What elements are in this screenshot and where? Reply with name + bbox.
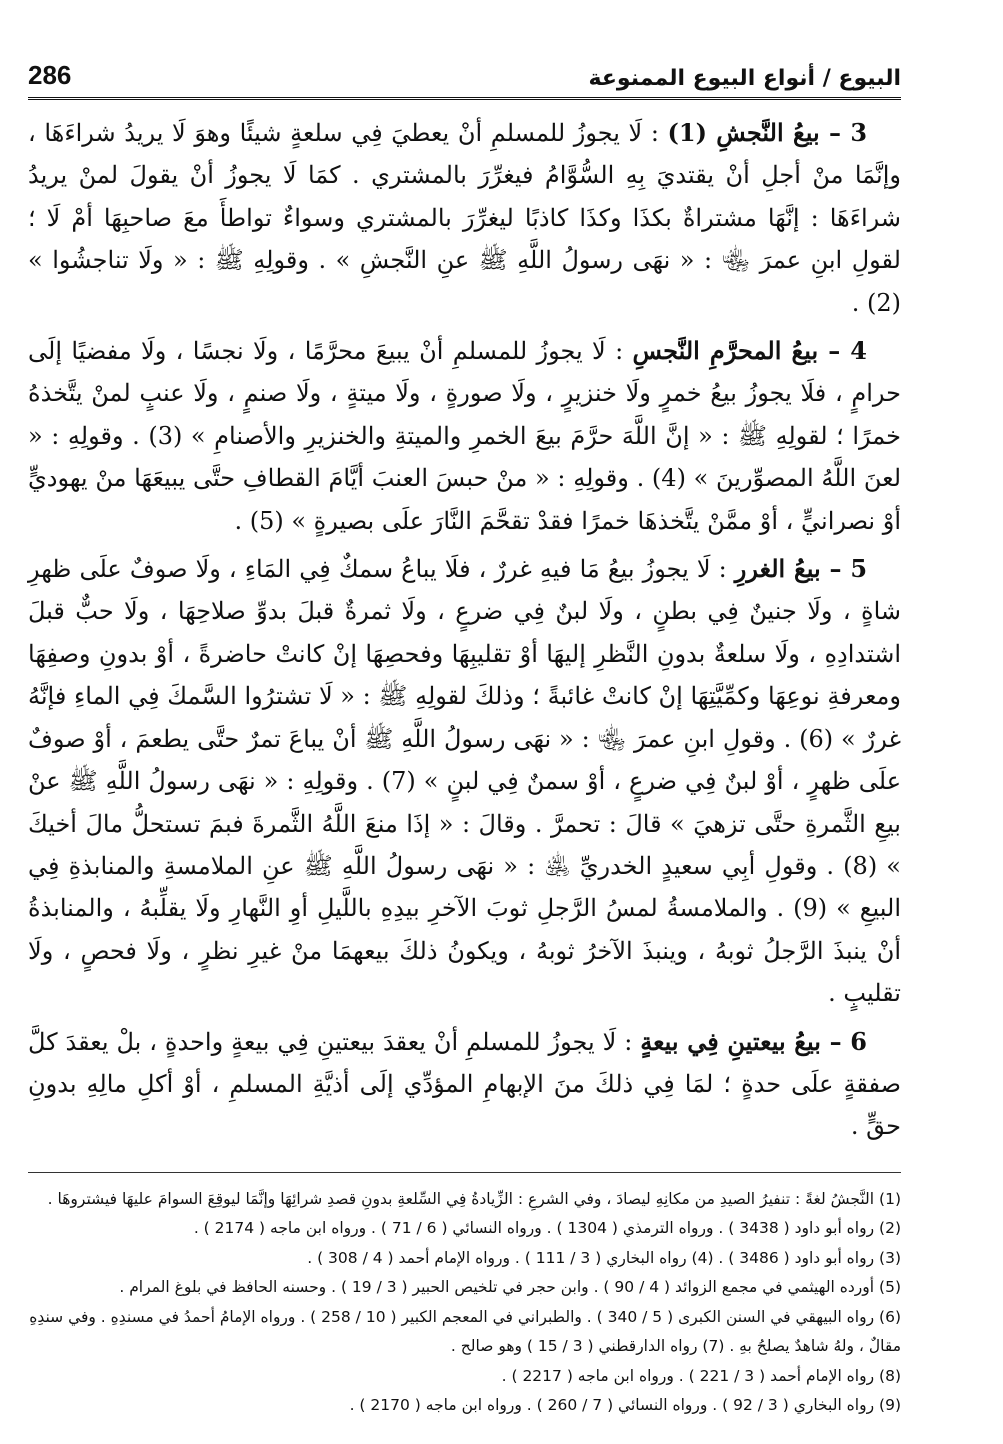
running-title: البيوع / أنواع البيوع الممنوعة bbox=[588, 66, 901, 91]
item-body: : لَا يجوزُ للمسلمِ أنْ يعطيَ فِي سلعةٍ شيئًا وهوَ لَا يريدُ شراءَهَا ، وإنَّمَا منْ أجلِ أنْ يقتديَ بِهِ السُّوَّامُ فيغرِّرَ بالمشتري . كمَا لَا يجوزُ أنْ يقولَ لمنْ يريدُ شراءَهَا : إنَّهَا مشتراةٌ بكذَا وكذَا كاذبًا ليغرِّرَ بالمشتري وسواءٌ تواطأَ معَ صاحبِهَا أمْ لَا ؛ لقولِ ابنِ عمرَ ﵄ : « نهَى رسولُ اللَّهِ ﷺ عنِ النَّجشِ » . وقولِهِ ﷺ : « ولَا تناجشُوا » (2) . bbox=[28, 119, 901, 317]
page-number: 286 bbox=[28, 60, 72, 90]
paragraph-gharar bbox=[28, 548, 901, 1014]
footnote: (6) رواه البيهقي في السنن الكبرى ( 5 / 340 ) . والطبراني في المعجم الكبير ( 10 / 258 ) . ورواه الإمامُ أحمدُ في مسندِهِ . وفي سندِهِ مقالٌ ، ولهُ شاهدٌ يصلحُ بهِ . (7) رواه الدارقطني ( 3 / 15 ) وهو صالح . bbox=[29, 1307, 901, 1356]
item-title: 6 – بيعُ بيعتينِ فِي بيعةٍ bbox=[640, 1026, 867, 1056]
item-title: 5 – بيعُ الغررِ bbox=[734, 554, 868, 584]
paragraph-baitayn bbox=[28, 1021, 901, 1148]
footnote: (8) رواه الإمام أحمد ( 3 / 221 ) . ورواه ابن ماجه ( 2217 ) . bbox=[501, 1366, 901, 1385]
item-title: 4 – بيعُ المحرَّمِ النَّجسِ bbox=[632, 336, 867, 366]
paragraph-haram-najis bbox=[28, 330, 901, 542]
footnote: (5) أورده الهيثمي في مجمع الزوائد ( 4 / 90 ) . وابن حجر في تلخيص الحبير ( 3 / 19 ) . وحسنه الحافظ في بلوغ المرام . bbox=[119, 1278, 901, 1297]
book-page bbox=[28, 50, 901, 1430]
item-body: : لَا يجوزُ بيعُ مَا فيهِ غررٌ ، فلَا يباعُ سمكٌ فِي المَاءِ ، ولَا صوفٌ علَى ظهرِ شاةٍ ، ولَا جنينٌ فِي بطنٍ ، ولَا لبنٌ فِي ضرعٍ ، ولَا ثمرةٌ قبلَ بدوِّ صلاحِهَا ، ولَا حبٌّ قبلَ اشتدادِهِ ، ولَا سلعةٌ بدونِ النَّظرِ إليهَا أوْ تقليبِهَا وفحصِهَا إنْ كانتْ حاضرةً ، أوْ بدونِ وصفِهَا ومعرفةِ نوعِهَا وكمِّيَّتِهَا إنْ كانتْ غائبةً ؛ وذلكَ لقولِهِ ﷺ : « لَا تشترُوا السَّمكَ فِي الماءِ فإنَّهُ غررٌ » (6) . وقولِ ابنِ عمرَ ﵄ : « نهَى رسولُ اللَّهِ ﷺ أنْ يباعَ تمرٌ حتَّى يطعمَ ، أوْ صوفٌ علَى ظهرٍ ، أوْ لبنٌ فِي ضرعٍ ، أوْ سمنٌ فِي لبنٍ » (7) . وقولِهِ : « نهَى رسولُ اللَّهِ ﷺ عنْ بيعِ الثَّمرةِ حتَّى تزهيَ » قالَ : تحمرَّ . وقالَ : « إذَا منعَ اللَّهُ الثَّمرةَ فبمَ تستحلُّ مالَ أخيكَ » (8) . وقولِ أبِي سعيدٍ الخدريِّ ﵁ : « نهَى رسولُ اللَّهِ ﷺ عنِ الملامسةِ والمنابذةِ فِي البيعِ » (9) . والملامسةُ لمسُ الرَّجلِ ثوبَ الآخرِ بيدِهِ باللَّيلِ أوِ النَّهارِ ولَا يقلِّبهُ ، والمنابذةُ أنْ ينبذَ الرَّجلُ ثوبهُ ، وينبذَ الآخرُ ثوبهُ ، ويكونُ ذلكَ بيعهمَا منْ غيرِ نظرٍ ، ولَا فحصٍ ، ولَا تقليبٍ . bbox=[28, 555, 902, 1008]
footnote: (3) رواه أبو داود ( 3486 ) . (4) رواه البخاري ( 3 / 111 ) . ورواه الإمام أحمد ( 4 / 308 ) . bbox=[307, 1248, 901, 1267]
main-text bbox=[28, 112, 901, 1148]
footnotes bbox=[28, 1172, 901, 1421]
item-title: 3 – بيعُ النَّجشِ (1) bbox=[667, 118, 868, 147]
page-header bbox=[28, 50, 901, 100]
paragraph-najsh bbox=[28, 112, 901, 324]
footnote: (9) رواه البخاري ( 3 / 92 ) . ورواه النسائي ( 7 / 260 ) . ورواه ابن ماجه ( 2170 ) . bbox=[349, 1396, 901, 1415]
item-body: : لَا يجوزُ للمسلمِ أنْ يعقدَ بيعتينِ فِي بيعةٍ واحدةٍ ، بلْ يعقدَ كلَّ صفقةٍ علَى حدةٍ ؛ لمَا فِي ذلكَ منَ الإبهامِ المؤدِّي إلَى أذيَّةِ المسلمِ ، أوْ أكلِ مالِهِ بدونِ حقٍّ . bbox=[28, 1027, 901, 1141]
footnote: (1) النَّجشُ لغةً : تنفيرُ الصيدِ من مكانِهِ ليصادَ ، وفي الشرعِ : الزِّيادةُ فِي السِّلعةِ بدونِ قصدِ شرائِهَا وإنَّمَا ليوقِعَ السوامَ عليهَا فيشتروهَا . bbox=[47, 1189, 901, 1208]
footnote: (2) رواه أبو داود ( 3438 ) . ورواه الترمذي ( 1304 ) . ورواه النسائي ( 6 / 71 ) . ورواه ابن ماجه ( 2174 ) . bbox=[193, 1219, 901, 1238]
item-body: : لَا يجوزُ للمسلمِ أنْ يبيعَ محرَّمًا ، ولَا نجسًا ، ولَا مفضيًا إلَى حرامٍ ، فلَا يجوزُ بيعُ خمرٍ ولَا خنزيرٍ ، ولَا صورةٍ ، ولَا ميتةٍ ، ولَا صنمٍ ، ولَا عنبٍ لمنْ يتَّخذهُ خمرًا ؛ لقولِهِ ﷺ : « إنَّ اللَّهَ حرَّمَ بيعَ الخمرِ والميتةِ والخنزيرِ والأصنامِ » (3) . وقولِهِ : « لعنَ اللَّهُ المصوِّرينَ » (4) . وقولِهِ : « منْ حبسَ العنبَ أيَّامَ القطافِ حتَّى يبيعَهَا منْ يهوديٍّ أوْ نصرانيٍّ ، أوْ ممَّنْ يتَّخذهَا خمرًا فقدْ تقحَّمَ النَّارَ علَى بصيرةٍ » (5) . bbox=[28, 337, 902, 535]
